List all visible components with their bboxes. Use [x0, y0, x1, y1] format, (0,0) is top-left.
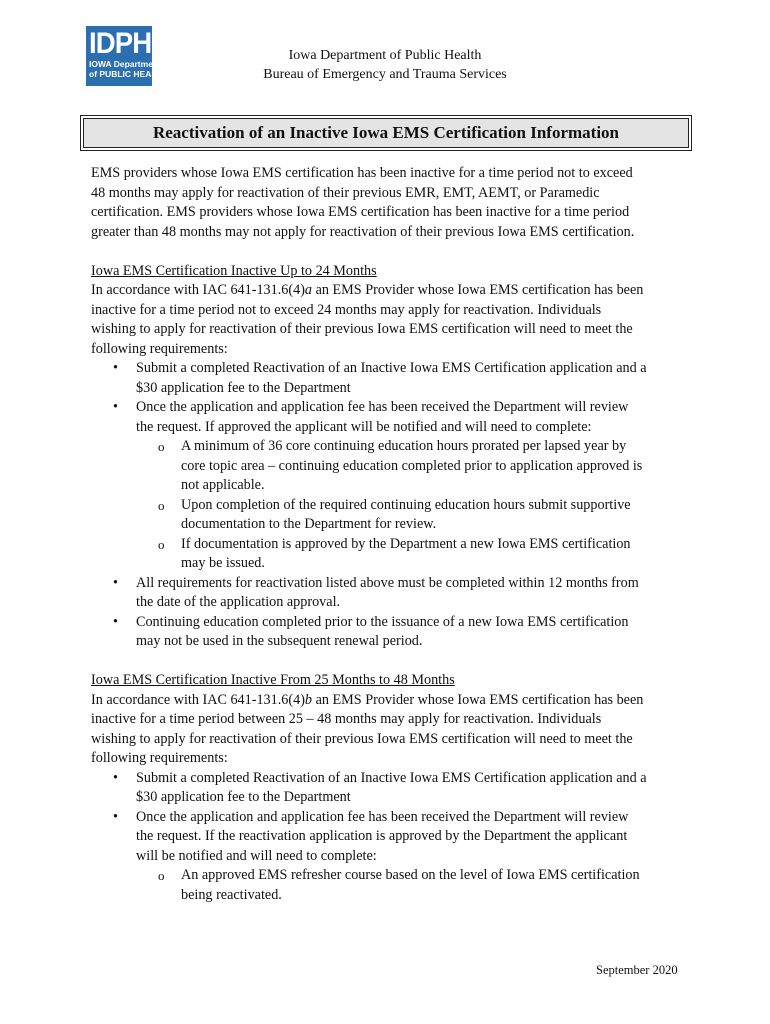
list-item: • Submit a completed Reactivation of an Inactive Iowa EMS Certification application and a $30 application fee to the Department [91, 769, 691, 808]
document-header [0, 46, 770, 84]
document-body [91, 164, 691, 905]
section-2-requirements [91, 769, 691, 906]
footer-date: September 2020 [596, 963, 678, 977]
sub-list [136, 866, 691, 905]
logo-subtext-2: of PUBLIC HEALTH [89, 69, 168, 79]
sub-list-item: o A minimum of 36 core continuing education hours prorated per lapsed year by core topic area – continuing education completed prior to application approved is not applicable. [136, 437, 691, 496]
sub-list-item: o An approved EMS refresher course based on the level of Iowa EMS certification being reactivated. [136, 866, 691, 905]
section-2-heading: Iowa EMS Certification Inactive From 25 Months to 48 Months [91, 672, 455, 688]
list-item: • Submit a completed Reactivation of an Inactive Iowa EMS Certification application and a $30 application fee to the Department [91, 359, 691, 398]
logo-text: IDPH [89, 27, 152, 60]
document-title: Reactivation of an Inactive Iowa EMS Certification Information [83, 118, 689, 148]
list-item: • All requirements for reactivation listed above must be completed within 12 months from the date of the application approval. [91, 574, 691, 613]
sub-list-item: o Upon completion of the required continuing education hours submit supportive documentation to the Department for review. [136, 496, 691, 535]
section-25-48-months [91, 671, 691, 905]
header-bureau: Bureau of Emergency and Trauma Services [263, 67, 507, 82]
list-item: • Once the application and application fee has been received the Department will review the request. If approved the applicant will be notified and will need to complete: o A minimum of 36 core continuing education hours prorated per lapsed year by core topic area – continuing education completed prior to application approved is not applicable. o Upon completion of the required continuing education hours submit supportive documentation to the Department for review. o If documentation is approved by the Department a new Iowa EMS certification may be issued. [91, 398, 691, 574]
section-2-intro: In accordance with IAC 641-131.6(4)b an EMS Provider whose Iowa EMS certification has been inactive for a time period between 25 – 48 months may apply for reactivation. Individuals wishing to apply for reactivation of their previous Iowa EMS certification will need to meet the following requirements: [91, 691, 644, 766]
sub-list [136, 437, 691, 574]
list-item: • Continuing education completed prior to the issuance of a new Iowa EMS certification may not be used in the subsequent renewal period. [91, 613, 691, 652]
section-1-intro: In accordance with IAC 641-131.6(4)a an EMS Provider whose Iowa EMS certification has been inactive for a time period not to exceed 24 months may apply for reactivation. Individuals wishing to apply for reactivation of their previous Iowa EMS certification will need to meet the following requirements: [91, 282, 644, 357]
section-24-months [91, 262, 691, 652]
section-1-heading: Iowa EMS Certification Inactive Up to 24 Months [91, 262, 377, 279]
intro-paragraph: EMS providers whose Iowa EMS certification has been inactive for a time period not to exceed 48 months may apply for reactivation of their previous EMR, EMT, AEMT, or Paramedic certification. EMS providers whose Iowa EMS certification has been inactive for a time period greater than 48 months may not apply for reactivation of their previous Iowa EMS certification. [91, 165, 635, 240]
list-item: • Once the application and application fee has been received the Department will review the request. If the reactivation application is approved by the Department the applicant will be notified and will need to complete: o An approved EMS refresher course based on the level of Iowa EMS certification being reactivated. [91, 808, 691, 906]
header-department: Iowa Department of Public Health [288, 48, 482, 63]
sub-list-item: o If documentation is approved by the Department a new Iowa EMS certification may be issued. [136, 535, 691, 574]
logo-subtext-1: IOWA Department [89, 59, 161, 69]
section-1-requirements [91, 359, 691, 652]
